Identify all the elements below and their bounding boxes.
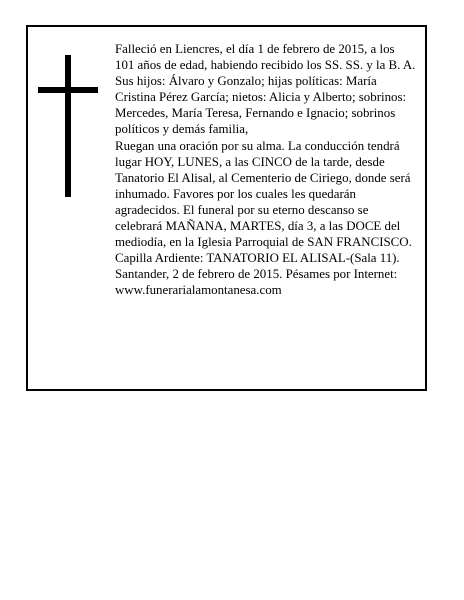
latin-cross-icon bbox=[38, 55, 98, 197]
obituary-text bbox=[115, 41, 417, 299]
ceremony-details-paragraph: Ruegan una oración por su alma. La conducción tendrá lugar HOY, LUNES, a las CINCO de la tarde, desde Tanatorio El Alisal, al Cementerio de Ciriego, donde será inhumado. Favores por los cuales les quedarán agradecidos. El funeral por su eterno descanso se celebrará MAÑANA, MARTES, día 3, a las DOCE del mediodía, en la Iglesia Parroquial de SAN FRANCISCO. Capilla Ardiente: TANATORIO EL ALISAL-(Sala 11). bbox=[115, 138, 412, 266]
death-announcement-paragraph: Falleció en Liencres, el día 1 de febrero de 2015, a los 101 años de edad, habiendo recibido los SS. SS. y la B. A. bbox=[115, 42, 416, 73]
family-paragraph: Sus hijos: Álvaro y Gonzalo; hijas políticas: María Cristina Pérez García; nietos: Alicia y Alberto; sobrinos: Mercedes, María Teresa, Fernando e Ignacio; sobrinos políticos y demás familia, bbox=[115, 74, 407, 137]
place-date-condolences-paragraph: Santander, 2 de febrero de 2015. Pésames por Internet: www.funerarialamontanesa.com bbox=[115, 267, 398, 298]
cross-vertical-bar bbox=[65, 55, 71, 197]
cross-horizontal-bar bbox=[38, 87, 98, 93]
obituary-notice bbox=[26, 25, 427, 391]
